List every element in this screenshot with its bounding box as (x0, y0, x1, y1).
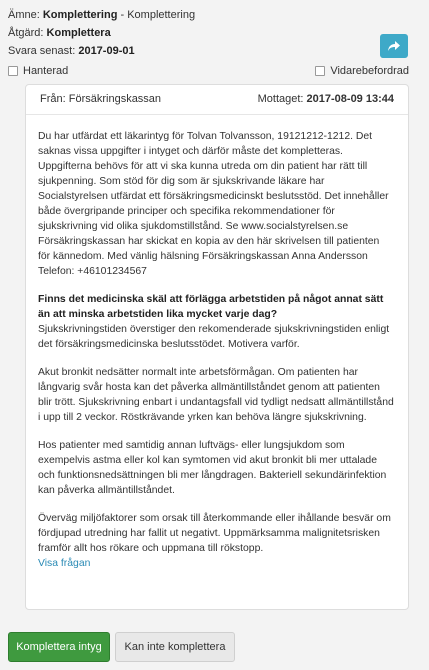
forwarded-checkbox-row[interactable] (315, 65, 409, 77)
question-block (38, 292, 394, 352)
forwarded-label: Vidarebefordrad (330, 65, 409, 77)
subject-value: Komplettering (42, 9, 118, 21)
handled-checkbox-row[interactable] (8, 65, 68, 77)
subject-label: Ämne: (8, 9, 40, 21)
question-answer: Sjukskrivningstiden överstiger den rekomenderade sjukskrivningstiden enligt det försäkringsmedicinska beslutsstödet. Motivera varför. (38, 324, 390, 350)
action-label: Åtgärd: (8, 27, 44, 39)
message-body (38, 129, 394, 571)
message-paragraph-environment: Överväg miljöfaktorer som orsak till återkommande eller ihållande besvär om fördjupad utredning har fallit ut negativt. Uppmärksamma malignitetsrisken framför allt hos rökare och uppmana till rökstopp. (38, 513, 391, 554)
action-row (8, 27, 111, 39)
handled-label: Hanterad (23, 65, 69, 77)
message-card (25, 84, 409, 610)
deadline-value: 2017-09-01 (78, 45, 135, 57)
complete-certificate-button[interactable]: Komplettera intyg (8, 632, 110, 662)
message-paragraph-bronkit: Akut bronkit nedsätter normalt inte arbetsförmågan. Om patienten har långvarig svår hosta kan det påverka allmäntillståndet genom att patienten blir trött. Sjukskrivning enbart i undantagsfall vid tydligt nedsatt allmäntillstånd i upp till 2 veckor. Röstkrävande yrken kan behöva längre sjukskrivning. (38, 367, 394, 423)
deadline-row (8, 45, 135, 57)
forwarded-checkbox[interactable] (315, 66, 325, 76)
forward-button[interactable] (380, 34, 408, 58)
message-header (40, 93, 394, 105)
message-received (258, 93, 394, 105)
subject-row (8, 9, 195, 21)
subject-suffix: - Komplettering (120, 9, 196, 21)
received-value: 2017-08-09 13:44 (306, 93, 394, 105)
message-paragraph-patients: Hos patienter med samtidig annan luftvägs- eller lungsjukdom som exempelvis astma eller kol kan symtomen vid akut bronkit bli mer uttalade och funktionsnedsättningen bli mer långdragen. Bakteriell sekundärinfektion kan påverka allmäntillståndet. (38, 440, 387, 496)
action-value: Komplettera (46, 27, 111, 39)
share-arrow-icon (387, 40, 401, 52)
handled-checkbox[interactable] (8, 66, 18, 76)
message-from: Från: Försäkringskassan (40, 93, 162, 105)
cannot-complete-button[interactable]: Kan inte komplettera (115, 632, 235, 662)
question-text: Finns det medicinska skäl att förlägga arbetstiden på något annat sätt än att minska arbetstiden lika mycket varje dag? (38, 294, 384, 320)
deadline-label: Svara senast: (8, 45, 76, 57)
show-question-link[interactable]: Visa frågan (38, 558, 91, 569)
message-paragraph-intro: Du har utfärdat ett läkarintyg för Tolvan Tolvansson, 19121212-1212. Det saknas vissa uppgifter i intyget och därför måste det kompletteras. Uppgifterna behövs för att vi ska kunna utreda om din patient har rätt till sjukpenning. Som stöd för dig som är sjukskrivande läkare har Socialstyrelsen utfärdat ett försäkringsmedicinskt beslutsstöd. Det innehåller både övergripande principer och specifika rekommendationer för sjukskrivning vid olika sjukdomstillstånd. Se www.socialstyrelsen.se Försäkringskassan har skickat en kopia av den här skrivelsen till patienten för kännedom. Med vänlig hälsning Försäkringskassan Anna Andersson Telefon: +46101234567 (38, 131, 389, 277)
received-label: Mottaget: (257, 93, 304, 105)
header-divider (26, 114, 408, 115)
